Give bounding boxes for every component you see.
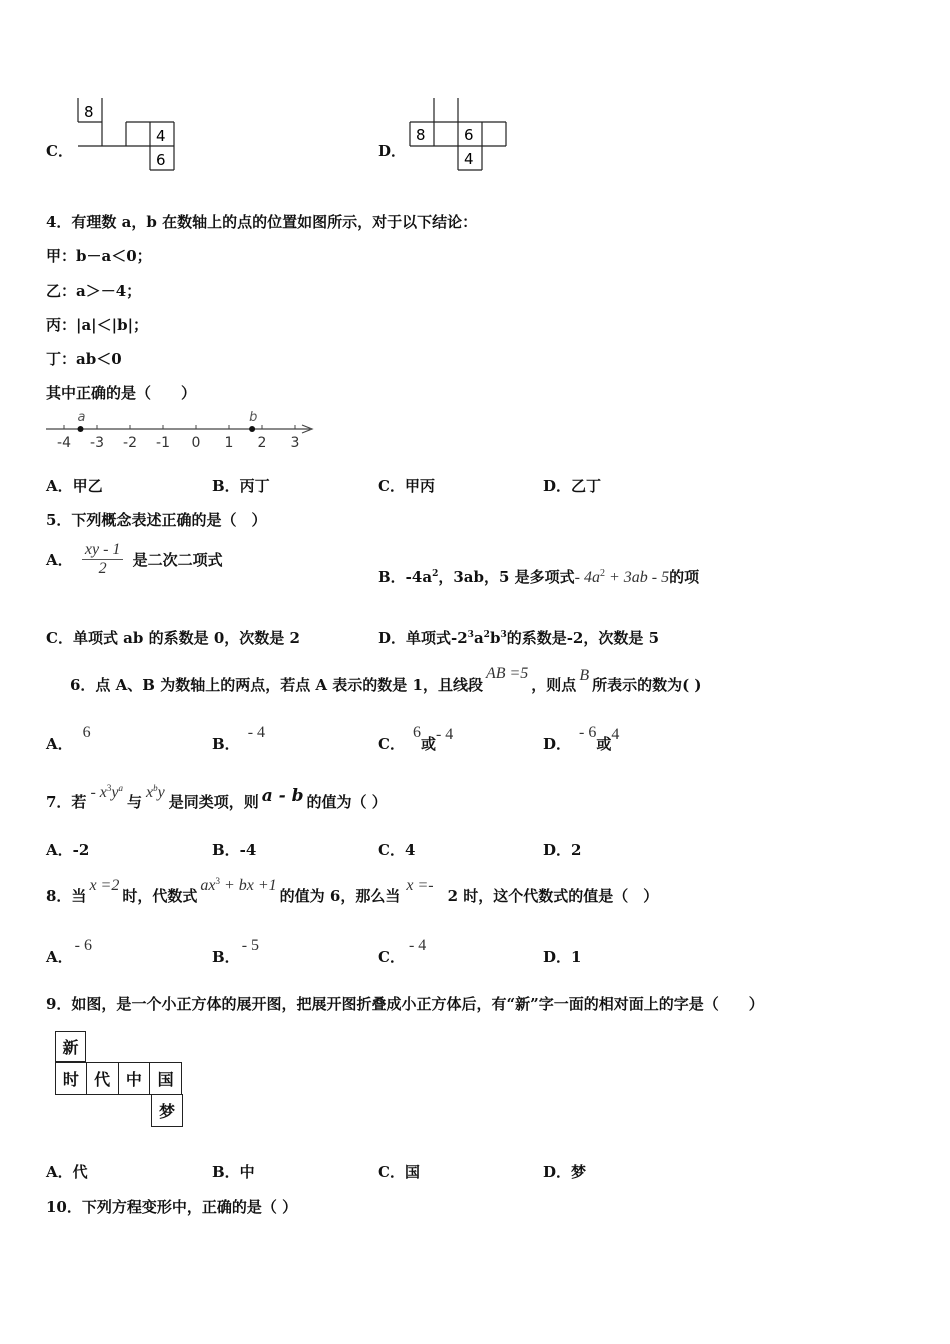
q6-c-label: C． bbox=[378, 735, 405, 753]
q7-stem-mid: 是同类项，则 bbox=[168, 793, 259, 811]
q10-stem: 10．下列方程变形中，正确的是（ ） bbox=[46, 1198, 298, 1216]
q5-b-text: ，3ab，5 是多项式 bbox=[438, 568, 575, 586]
q5-d-post: 的系数是-2，次数是 5 bbox=[506, 629, 660, 647]
q4-point-a-label: a bbox=[77, 410, 86, 425]
q7-term1 bbox=[90, 783, 123, 801]
q7-a-minus-b: a - b bbox=[261, 786, 304, 806]
q9-net-cell-1: 时 bbox=[55, 1062, 87, 1095]
q6-d-value1: - 6 bbox=[579, 724, 597, 741]
q4-option-b[interactable]: B．丙丁 bbox=[212, 477, 270, 495]
q9-option-b[interactable]: B．中 bbox=[212, 1163, 255, 1181]
q7-option-b[interactable]: B．-4 bbox=[212, 841, 257, 859]
q6-d-label: D． bbox=[543, 735, 572, 753]
q7-term2-sup: b bbox=[153, 783, 158, 793]
q8-option-a[interactable] bbox=[46, 937, 92, 967]
q3-d-bottom-digit: 4 bbox=[464, 150, 474, 168]
q4-question: 其中正确的是（ ） bbox=[46, 384, 197, 402]
q7-term2-y: y bbox=[157, 784, 165, 801]
q9-cube-net bbox=[55, 1031, 190, 1129]
q8-a-label: A． bbox=[46, 948, 73, 966]
q9-net-top-cell: 新 bbox=[55, 1031, 86, 1062]
q6-expr: AB =5 bbox=[485, 665, 529, 682]
q6-b-label: B． bbox=[212, 735, 240, 753]
q7-term1-y: y bbox=[111, 784, 119, 801]
q6-stem-mid: ，则点 bbox=[531, 676, 577, 694]
q3-option-c-net bbox=[76, 98, 176, 173]
q5-option-b[interactable] bbox=[378, 566, 699, 587]
q8-stem-pre: 8．当 bbox=[46, 887, 87, 905]
q4-number-line-tick-label: 3 bbox=[290, 435, 300, 451]
q5-a-text: 是二次二项式 bbox=[132, 551, 223, 569]
q3-c-right-bottom-digit: 6 bbox=[156, 151, 166, 169]
q6-d-or: 或 bbox=[596, 735, 612, 753]
q8-stem-mid2: 的值为 6，那么当 bbox=[279, 887, 401, 905]
q4-point-b-label: b bbox=[249, 410, 258, 425]
q4-option-a[interactable]: A．甲乙 bbox=[46, 477, 103, 495]
q5-d-mid2: b bbox=[489, 629, 501, 647]
q8-b-label: B． bbox=[212, 948, 240, 966]
q4-statement-yi: 乙：a＞－4； bbox=[46, 282, 142, 300]
q4-point-b bbox=[249, 426, 255, 432]
q4-number-line-tick-label: -2 bbox=[123, 435, 137, 451]
q8-expr-base: ax bbox=[200, 877, 216, 894]
q6-stem bbox=[70, 665, 702, 695]
q6-option-b[interactable] bbox=[212, 724, 266, 754]
q9-net-bottom-cell: 梦 bbox=[151, 1094, 183, 1127]
q7-option-a[interactable]: A．-2 bbox=[46, 841, 90, 859]
q6-stem-pre: 6．点 A、B 为数轴上的两点，若点 A 表示的数是 1，且线段 bbox=[70, 676, 483, 694]
q5-b-end: 的项 bbox=[669, 568, 700, 586]
q7-term1-sup1: 3 bbox=[106, 783, 112, 793]
q8-option-b[interactable] bbox=[212, 937, 260, 967]
q4-number-line bbox=[40, 406, 320, 454]
q7-with: 与 bbox=[126, 793, 142, 811]
q6-a-value: 6 bbox=[82, 724, 91, 741]
q4-option-d[interactable]: D．乙丁 bbox=[543, 477, 602, 495]
q4-option-c[interactable]: C．甲丙 bbox=[378, 477, 435, 495]
q9-option-d[interactable]: D．梦 bbox=[543, 1163, 587, 1181]
q7-stem-post: 的值为（ ） bbox=[306, 793, 387, 811]
q4-number-line-tick-label: 0 bbox=[191, 435, 201, 451]
q4-number-line-tick-label: -4 bbox=[57, 435, 71, 451]
q6-a-label: A． bbox=[46, 735, 73, 753]
q5-b-label: B．-4a bbox=[378, 568, 433, 586]
q3-option-d-label: D． bbox=[378, 142, 407, 160]
q5-option-a[interactable] bbox=[46, 541, 223, 578]
q5-option-d[interactable] bbox=[378, 627, 659, 648]
q7-stem bbox=[46, 783, 387, 812]
q3-c-top-digit: 8 bbox=[84, 103, 94, 121]
q5-b-expr-sup: 2 bbox=[599, 568, 605, 579]
q6-option-a[interactable] bbox=[46, 724, 91, 754]
q3-d-middle-digit: 6 bbox=[464, 126, 474, 144]
q7-term1-sup2: a bbox=[118, 783, 123, 793]
q8-expr-rest: + bx +1 bbox=[219, 877, 277, 894]
q7-option-d[interactable]: D．2 bbox=[543, 841, 582, 859]
q5-stem: 5．下列概念表述正确的是（ ） bbox=[46, 511, 267, 529]
q8-a-value: - 6 bbox=[74, 937, 92, 954]
q9-stem: 9．如图，是一个小正方体的展开图，把展开图折叠成小正方体后，有“新”字一面的相对面上的字是（ ） bbox=[46, 995, 764, 1013]
q4-number-line-tick-label: -3 bbox=[90, 435, 104, 451]
q3-option-d-net bbox=[408, 98, 508, 173]
q6-c-value1: 6 bbox=[412, 724, 421, 741]
q5-d-sup2: 2 bbox=[483, 630, 490, 640]
q9-net-row bbox=[55, 1062, 182, 1095]
q6-d-value2: 4 bbox=[611, 726, 620, 743]
q3-c-right-top-digit: 4 bbox=[156, 127, 166, 145]
q5-a-numerator: xy - 1 bbox=[82, 541, 124, 560]
q4-point-a bbox=[78, 426, 84, 432]
q8-stem bbox=[46, 876, 659, 906]
q4-stem: 4．有理数 a，b 在数轴上的点的位置如图所示，对于以下结论： bbox=[46, 213, 478, 231]
q7-term2-base: x bbox=[146, 784, 154, 801]
q6-b-var: B bbox=[579, 667, 590, 684]
q8-condition2: x =- bbox=[406, 877, 434, 894]
q5-a-label: A． bbox=[46, 551, 73, 569]
q4-number-line-tick-label: 2 bbox=[257, 435, 267, 451]
q4-statement-bing: 丙：|a|＜|b|； bbox=[46, 316, 149, 334]
q5-d-sup3: 3 bbox=[500, 630, 507, 640]
q3-d-left-digit: 8 bbox=[416, 126, 426, 144]
q7-term1-base: - x bbox=[90, 784, 107, 801]
q8-option-c[interactable] bbox=[378, 937, 427, 967]
q6-option-c[interactable] bbox=[378, 724, 454, 754]
q4-number-line-tick-label: -1 bbox=[156, 435, 170, 451]
q5-option-c[interactable]: C．单项式 ab 的系数是 0，次数是 2 bbox=[46, 629, 300, 647]
q3-option-c-label: C． bbox=[46, 142, 73, 160]
q7-option-c[interactable]: C．4 bbox=[378, 841, 416, 859]
q8-condition: x =2 bbox=[89, 877, 120, 894]
q9-net-cell-3: 中 bbox=[119, 1062, 151, 1095]
q8-c-value: - 4 bbox=[408, 937, 427, 954]
q5-d-mid1: a bbox=[473, 629, 484, 647]
q5-b-expr-rest: + 3ab - 5 bbox=[604, 569, 670, 586]
q9-net-cell-2: 代 bbox=[87, 1062, 119, 1095]
q6-c-value2: - 4 bbox=[435, 726, 454, 743]
q9-option-c[interactable]: C．国 bbox=[378, 1163, 420, 1181]
q6-c-or: 或 bbox=[420, 735, 436, 753]
q8-expression bbox=[200, 876, 276, 894]
q6-stem-post: 所表示的数为( ) bbox=[592, 676, 702, 694]
q5-a-fraction bbox=[82, 541, 124, 578]
q7-term2 bbox=[146, 783, 165, 801]
q5-d-sup1: 3 bbox=[467, 630, 474, 640]
q8-option-d[interactable]: D．1 bbox=[543, 948, 582, 966]
q5-d-pre: D．单项式-2 bbox=[378, 629, 468, 647]
q5-b-sup: 2 bbox=[432, 569, 439, 579]
q4-number-line-tick-label: 1 bbox=[224, 435, 234, 451]
q8-expr-sup: 3 bbox=[215, 876, 220, 886]
q8-b-value: - 5 bbox=[241, 937, 260, 954]
q7-stem-pre: 7．若 bbox=[46, 793, 87, 811]
q6-b-value: - 4 bbox=[247, 724, 266, 741]
q4-statement-ding: 丁：ab＜0 bbox=[46, 350, 122, 368]
q8-c-label: C． bbox=[378, 948, 405, 966]
q5-a-denominator: 2 bbox=[98, 560, 107, 577]
q8-stem-mid1: 时，代数式 bbox=[122, 887, 198, 905]
q4-statement-jia: 甲：b－a＜0； bbox=[46, 247, 152, 265]
q9-option-a[interactable]: A．代 bbox=[46, 1163, 88, 1181]
q5-b-expr: - 4a bbox=[574, 569, 600, 586]
q8-stem-post: 2 时，这个代数式的值是（ ） bbox=[447, 887, 659, 905]
q6-option-d[interactable] bbox=[543, 724, 620, 754]
q9-net-cell-4: 国 bbox=[150, 1062, 182, 1095]
